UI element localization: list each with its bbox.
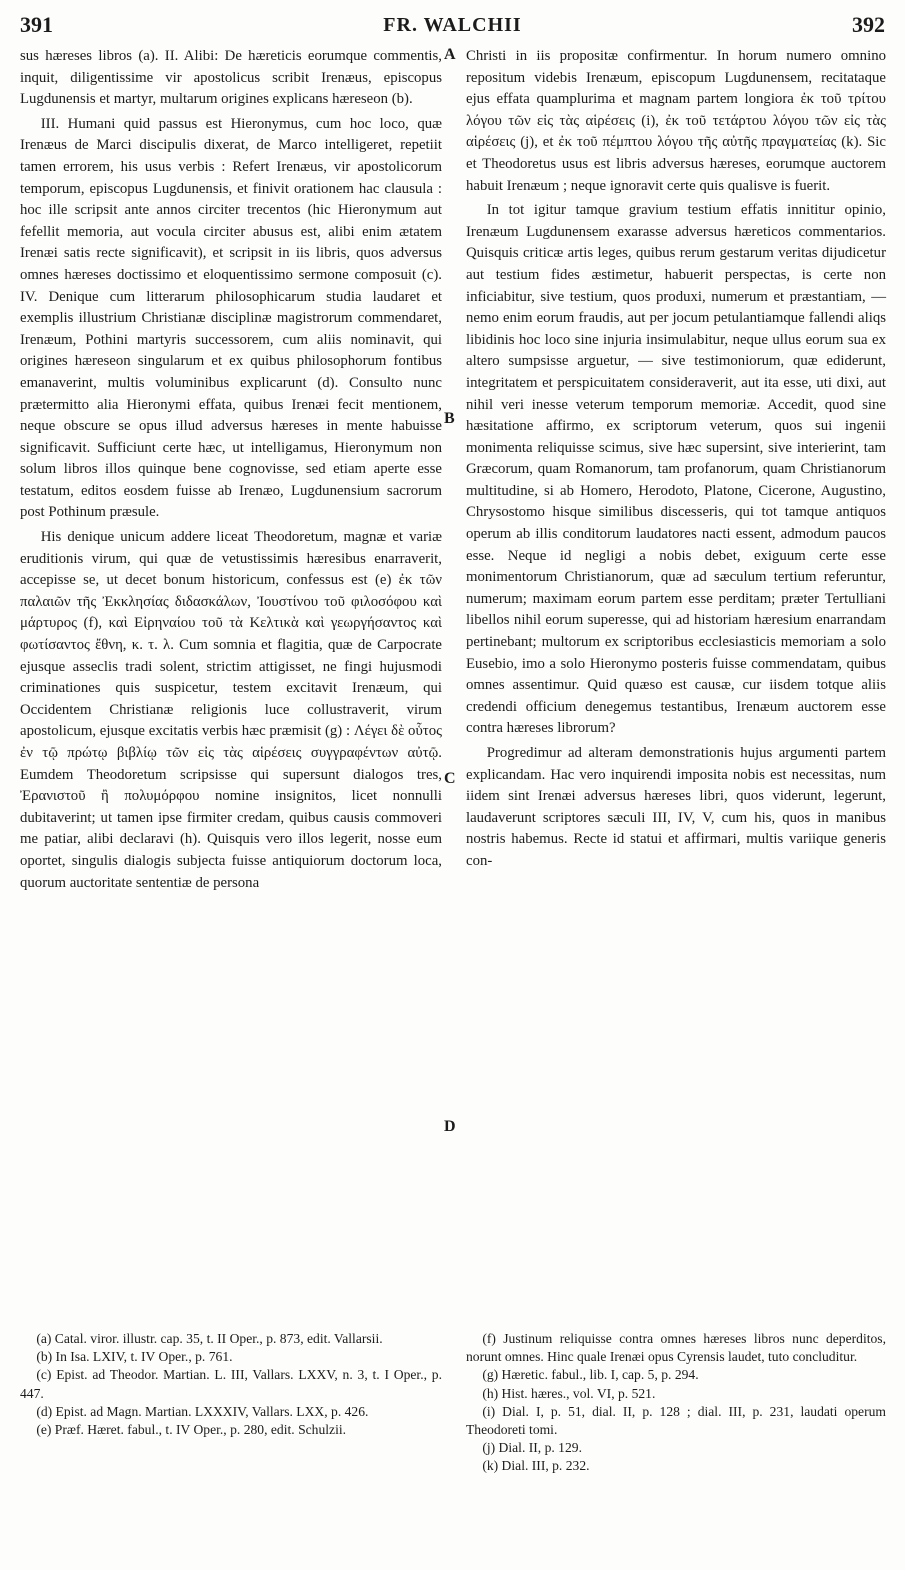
footnotes-right bbox=[466, 1330, 886, 1476]
footnotes-left bbox=[20, 1330, 442, 1439]
footnote: (e) Præf. Hæret. fabul., t. IV Oper., p. 280, edit. Schulzii. bbox=[36, 1422, 347, 1438]
paragraph: sus hæreses libros (a). II. Alibi: De hæreticis eorumque commentis, inquit, diligentissime vir apostolicus scribit Irenæus, episcopus Lugdunensis et martyr, multarum origines explicans hæreseon (b). bbox=[20, 48, 442, 108]
footnote: (g) Hæretic. fabul., lib. I, cap. 5, p. 294. bbox=[482, 1367, 699, 1383]
footnote: (i) Dial. I, p. 51, dial. II, p. 128 ; dial. III, p. 231, laudati operum Theodoreti tomi. bbox=[466, 1403, 886, 1438]
footnote: (a) Catal. viror. illustr. cap. 35, t. II Oper., p. 873, edit. Vallarsii. bbox=[36, 1331, 383, 1346]
footnote: (j) Dial. II, p. 129. bbox=[482, 1440, 582, 1456]
paragraph: Christi in iis propositæ confirmentur. In horum numero omnino repositum videbis Irenæum, episcopum Lugdunensem, recitataque ejus effata quamplurima et magnam partem longiora ἐκ τοῦ τρίτου λόγου τῶν εἰς τὰς αἱρέσεις (i), ἐκ τοῦ τετάρτου λόγου τῶν εἰς τὰς αἱρέσεις (j), et ἐκ τοῦ πέμπτου λόγου τῆς αὐτῆς πραγματείας (k). Sic et Theodoretus usus est libris adversus hæreses, eorumque auctorem habuit Irenæum ; neque ignoravit certe quis qualisve is fuerit. bbox=[466, 48, 886, 194]
footnote: (h) Hist. hæres., vol. VI, p. 521. bbox=[482, 1385, 656, 1401]
footnote: (b) In Isa. LXIV, t. IV Oper., p. 761. bbox=[36, 1349, 233, 1365]
left-column bbox=[20, 46, 442, 894]
margin-letter-d: D bbox=[444, 1118, 456, 1135]
margin-letter-b: B bbox=[444, 410, 455, 427]
running-title: FR. WALCHII bbox=[383, 14, 522, 36]
footnote: (k) Dial. III, p. 232. bbox=[482, 1458, 590, 1474]
footnote: (d) Epist. ad Magn. Martian. LXXXIV, Vallars. LXX, p. 426. bbox=[36, 1403, 369, 1419]
page-number-left: 391 bbox=[20, 12, 53, 37]
paragraph: III. Humani quid passus est Hieronymus, cum hoc loco, quæ Irenæus de Marci discipulis dixerat, de Marco intelligeret, repetiit tamen errorem, his usus verbis : Refert Irenæus, vir apostolicorum temporum, episcopus Lugdunensis, et finivit orationem hac clausula : hoc ille scripsit ante annos circiter trecentos (hic Hieronymum aut fefellit memoria, aut vocula circiter abusus est, alibi enim ætatem Irenæi satis recte significavit), et scripsit in iis libris, quos adversus omnes hæreses doctissimo et eloquentissimo sermone composuit (c). IV. Denique cum litterarum philosophicarum studia laudaret et exemplis illustrium Christianæ disciplinæ magistrorum commendaret, Irenæum, Pothini martyris successorem, cum aliis nominavit, qui origines hæreseon singularum et ex quibus philosophorum fontibus emanaverint, multis voluminibus explicarunt (d). Consulto nunc prætermitto alia Hieronymi effata, quibus Irenæi fecit mentionem, neque obscure se opus illud adversus hæreses in mente habuisse significavit. Sufficiunt certe hæc, ut intelligamus, Hieronymum non solum libros illos quinque bene cognovisse, sed etiam aperte esse testatum, editos eosdem fuisse ab Irenæo, Lugdunensium sacrorum post Pothinum præsule. bbox=[20, 115, 442, 521]
paragraph: Progredimur ad alteram demonstrationis hujus argumenti partem explicandam. Hac vero inquirendi imposita nobis est necessitas, num iidem sint Irenæi adversus hæreses libri, quos viderunt, legerunt, laudaverunt scriptores sæculi III, IV, V, cum his, quos in manibus nostris habemus. Recte id statui et affirmari, multis variique generis con- bbox=[466, 745, 886, 869]
margin-letter-c: C bbox=[444, 770, 456, 787]
page-number-right: 392 bbox=[852, 12, 885, 37]
footnote: (c) Epist. ad Theodor. Martian. L. III, Vallars. LXXV, n. 3, t. I Oper., p. 447. bbox=[20, 1367, 442, 1401]
running-header bbox=[20, 12, 885, 42]
paragraph: In tot igitur tamque gravium testium effatis innititur opinio, Irenæum Lugdunensem exarasse adversus hæreticos commentarios. Quisquis criticæ artis leges, quibus rerum gestarum veritas dijudicetur aut testium fides æstimetur, habuerit perspectas, is certe non inficiabitur, sive testium, quos produxi, numerum et præstantiam, — nemo enim eorum fraudis, aut per jocum petulantiamque fallendi aliqs libidinis hoc loco sine injuria insimulabitur, neque ullus eorum sua ex altero sumpsisse arguetur, — sive testimoniorum, quæ ediderunt, integritatem et perspicuitatem consideraverit, aut ita esse, uti dixi, aut nihil veri inesse veterum temporum memoriæ. Accedit, quod sine hæsitatione affirmo, ex scriptorum veterum, quos sui ingenii monimenta reliquisse scimus, sive hæc supersint, sive interierint, tam Græcorum, quam Romanorum, tam profanorum, quam Christianorum multitudine, si ab Homero, Herodoto, Platone, Cicerone, Augustino, Chrysostomo hisque similibus discesseris, qui tot tamque antiquos operum ab illis conditorum laudatores nacti essent, admodum paucos esse. Neque id negligi a nobis debet, exiguum certe esse monimentorum Christianorum, quæ ad sæculum tertium referuntur, numerum; maximam eorum partem esse perditam; præter Tertulliani libellos nihil eorum superesse, qui ad historiam hæresium enarrandam pertinebant; multorum ex scriptoribus ecclesiasticis memoriam a solo Eusebio, imo a solo Hieronymo posteris fuisse commendatam, quibus omnes assentimur. Quid quæso est causæ, cur iisdem totque aliis credendi officium denegemus testantibus, Irenæum auctorem esse contra hæreses librorum? bbox=[466, 202, 886, 737]
footnote: (f) Justinum reliquisse contra omnes hæreses libros nunc deperditos, norunt omnes. Hinc quale Irenæi opus Cyrensis laudet, tuto concluditur. bbox=[466, 1331, 886, 1365]
right-column bbox=[466, 46, 886, 873]
paragraph: His denique unicum addere liceat Theodoretum, magnæ et variæ eruditionis virum, qui quæ de vetustissimis hæresibus enarraverit, accepisse se, ut decet bonum historicum, confessus est (e) ἐκ τῶν παλαιῶν τῆς Ἐκκλησίας διδασκάλων, Ἰουστίνου τοῦ φιλοσόφου καὶ μάρτυρος (f), καὶ Εἰρηναίου τοῦ τὰ Κελτικὰ καὶ γεωργήσαντος καὶ φωτίσαντος ἔθνη, κ. τ. λ. Cum somnia et flagitia, quæ de Carpocrate ejusque asseclis tradi solent, strictim attigisset, ne fingi hujusmodi criminationes quis suspicetur, testem excitavit Irenæum, qui Occidentem Christianæ religionis luce collustraverit, virum apostolicum, ejusque excitatis verbis hæc præmisit (g) : Λέγει δὲ οὗτος ἐν τῷ πρώτῳ βιβλίῳ τῶν εἰς τὰς αἱρέσεις συγγραφέντων αὐτῷ. Eumdem Theodoretum scripsisse qui supersunt dialogos tres, Ἐρανιστοῦ ἢ πολυμόρφου nomine insignitos, licet nonnulli dubitaverint; ut tamen ipse firmiter credam, quibus causis commoveri me patiar, alibi declaravi (h). Quisquis vero illos legerit, nosse eum oportet, singulis dialogis subjecta fuisse antiquiorum doctorum loca, quorum auctoritate sententiæ de persona bbox=[20, 529, 442, 891]
margin-letter-a: A bbox=[444, 46, 456, 63]
